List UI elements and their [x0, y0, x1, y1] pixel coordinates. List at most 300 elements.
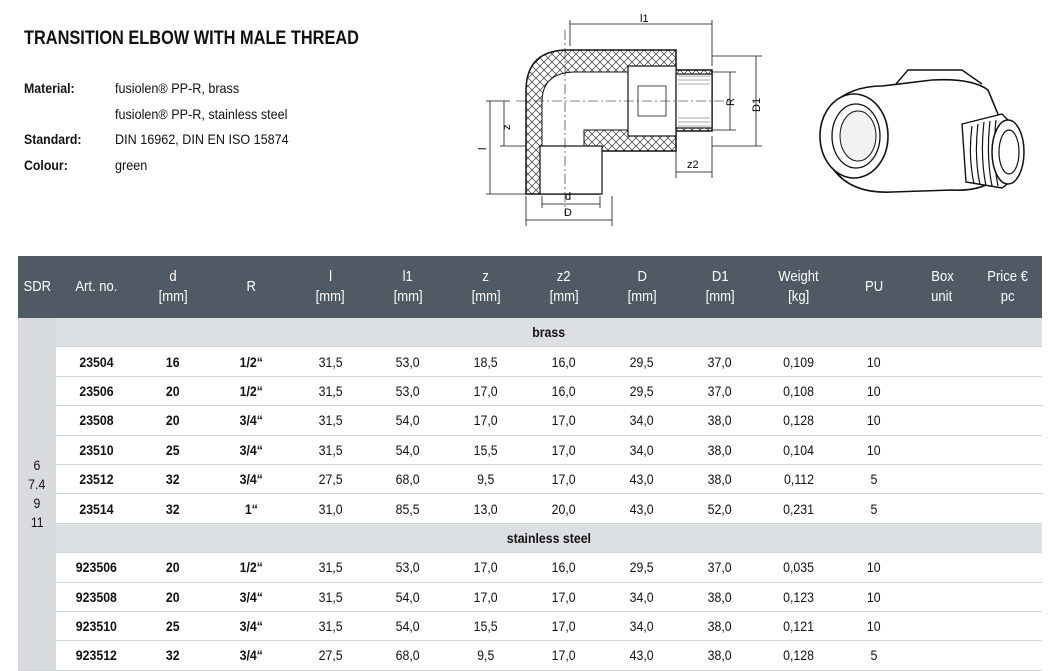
cell-value: 37,0 [708, 353, 732, 370]
table-cell [525, 641, 603, 670]
table-cell [447, 376, 525, 405]
table-cell [136, 435, 210, 464]
table-cell [910, 406, 974, 435]
table-cell [136, 406, 210, 435]
cell-value: 1/2“ [239, 353, 263, 370]
cell-value: 3/4“ [239, 618, 263, 635]
column-header-line2: [kg] [787, 289, 810, 305]
table-cell [369, 582, 447, 611]
cell-value: 18,5 [474, 353, 498, 370]
table-row [18, 464, 1042, 493]
cell-value: 15,5 [474, 618, 498, 635]
table-cell [447, 582, 525, 611]
cell-value: 23508 [78, 412, 114, 429]
column-header-line1: Weight [778, 269, 819, 285]
label-D1: D1 [751, 97, 763, 112]
spec-label: Material: [24, 80, 75, 96]
table-cell [974, 464, 1042, 493]
table-cell [974, 641, 1042, 670]
cell-value: 16,0 [552, 353, 576, 370]
column-header-line2: [mm] [158, 289, 188, 305]
cell-value: 29,5 [630, 353, 654, 370]
cell-value: 923506 [75, 559, 117, 576]
table-row [18, 494, 1042, 523]
article-number-cell [56, 376, 136, 405]
product-illustration [812, 64, 1034, 214]
article-number-cell [56, 582, 136, 611]
table-cell [447, 435, 525, 464]
cell-value: 32 [166, 500, 180, 517]
column-header [974, 256, 1042, 318]
table-cell [838, 347, 910, 376]
cell-value: 38,0 [708, 412, 732, 429]
cell-value: 43,0 [630, 471, 654, 488]
table-cell [681, 347, 759, 376]
cell-value: 31,5 [318, 559, 343, 576]
cell-value: 17,0 [552, 471, 576, 488]
cell-value: 10 [867, 559, 881, 576]
table-cell [292, 641, 369, 670]
table-cell [974, 376, 1042, 405]
table-cell [910, 494, 974, 523]
cell-value: 10 [867, 588, 881, 605]
table-cell [681, 553, 759, 582]
cell-value: 53,0 [396, 353, 420, 370]
column-header-line1: Box [930, 269, 954, 285]
label-d: d [565, 191, 572, 203]
table-cell [681, 494, 759, 523]
column-header-line2: [mm] [549, 289, 579, 305]
table-cell [838, 582, 910, 611]
cell-value: 16,0 [552, 559, 576, 576]
group-name: brass [532, 324, 566, 341]
table-cell [759, 494, 838, 523]
label-l: l [477, 147, 489, 150]
cell-value: 3/4“ [239, 441, 263, 458]
table-cell [974, 435, 1042, 464]
column-header [210, 256, 292, 318]
table-cell [136, 611, 210, 640]
column-header-line1: l [329, 269, 332, 285]
table-cell [974, 347, 1042, 376]
cell-value: 20 [166, 382, 180, 399]
cell-value: 0,108 [783, 382, 814, 399]
table-cell [974, 553, 1042, 582]
table-cell [136, 553, 210, 582]
column-header [56, 256, 136, 318]
table-cell [136, 582, 210, 611]
cell-value: 37,0 [708, 382, 732, 399]
cell-value: 17,0 [552, 588, 576, 605]
table-cell [292, 464, 369, 493]
column-header [525, 256, 603, 318]
table-cell [210, 347, 292, 376]
table-cell [681, 464, 759, 493]
sdr-cell [18, 318, 56, 670]
table-cell [447, 494, 525, 523]
cell-value: 29,5 [630, 382, 654, 399]
cell-value: 3/4“ [239, 588, 263, 605]
column-header [681, 256, 759, 318]
cell-value: 10 [867, 441, 881, 458]
table-cell [447, 406, 525, 435]
table-cell [447, 464, 525, 493]
cell-value: 23514 [78, 500, 114, 517]
cell-value: 16,0 [552, 382, 576, 399]
table-cell [210, 406, 292, 435]
table-row [18, 406, 1042, 435]
table-cell [369, 435, 447, 464]
table-cell [838, 376, 910, 405]
table-cell [974, 494, 1042, 523]
table-cell [210, 553, 292, 582]
cell-value: 15,5 [474, 441, 498, 458]
cell-value: 31,0 [318, 500, 343, 517]
cell-value: 68,0 [396, 647, 420, 664]
spec-value: fusiolen® PP-R, brass [115, 80, 240, 96]
cell-value: 20 [166, 412, 180, 429]
cell-value: 53,0 [396, 382, 420, 399]
article-number-cell [56, 347, 136, 376]
cell-value: 54,0 [396, 618, 420, 635]
table-cell [759, 406, 838, 435]
table-cell [603, 347, 681, 376]
table-cell [447, 641, 525, 670]
cell-value: 27,5 [318, 647, 343, 664]
cell-value: 38,0 [708, 647, 732, 664]
cell-value: 20 [166, 559, 180, 576]
table-cell [838, 435, 910, 464]
label-z: z [501, 124, 513, 130]
table-cell [210, 494, 292, 523]
cell-value: 5 [870, 500, 878, 517]
table-cell [525, 464, 603, 493]
column-header-line1: d [169, 269, 177, 285]
cell-value: 0,121 [783, 618, 814, 635]
table-cell [136, 641, 210, 670]
table-cell [525, 376, 603, 405]
cell-value: 5 [870, 471, 878, 488]
cell-value: 1“ [244, 500, 258, 517]
table-cell [292, 553, 369, 582]
cell-value: 17,0 [552, 647, 576, 664]
cell-value: 43,0 [630, 647, 654, 664]
table-row [18, 347, 1042, 376]
cell-value: 0,128 [783, 647, 814, 664]
table-cell [369, 347, 447, 376]
cell-value: 37,0 [708, 559, 732, 576]
cell-value: 68,0 [396, 471, 420, 488]
cell-value: 923510 [75, 618, 117, 635]
column-header-line1: R [246, 279, 256, 295]
cell-value: 32 [166, 471, 180, 488]
column-header-line1: z2 [557, 269, 571, 285]
cell-value: 1/2“ [239, 382, 263, 399]
table-row [18, 611, 1042, 640]
cell-value: 17,0 [552, 618, 576, 635]
table-cell [759, 553, 838, 582]
table-cell [292, 376, 369, 405]
spec-value: DIN 16962, DIN EN ISO 15874 [115, 131, 289, 147]
cell-value: 3/4“ [239, 412, 263, 429]
table-cell [136, 376, 210, 405]
cell-value: 923508 [75, 588, 117, 605]
column-header-line2: [mm] [705, 289, 735, 305]
cell-value: 31,5 [318, 588, 343, 605]
table-cell [369, 376, 447, 405]
group-header-row [18, 318, 1042, 347]
table-cell [759, 641, 838, 670]
article-number-cell [56, 611, 136, 640]
table-cell [603, 376, 681, 405]
table-cell [525, 435, 603, 464]
table-cell [210, 435, 292, 464]
table-cell [910, 435, 974, 464]
table-cell [447, 553, 525, 582]
table-cell [603, 582, 681, 611]
column-header-line2: [mm] [316, 289, 345, 305]
table-cell [292, 435, 369, 464]
table-row [18, 553, 1042, 582]
cell-value: 34,0 [630, 412, 654, 429]
column-header-line1: D1 [711, 269, 729, 285]
cell-value: 10 [867, 382, 881, 399]
table-cell [681, 582, 759, 611]
table-cell [681, 641, 759, 670]
column-header-line2: [mm] [627, 289, 657, 305]
label-D: D [564, 207, 572, 219]
column-header-line1: PU [864, 279, 884, 295]
cell-value: 27,5 [318, 471, 343, 488]
label-l1: l1 [640, 13, 649, 25]
table-cell [910, 582, 974, 611]
cell-value: 16 [166, 353, 180, 370]
cell-value: 54,0 [396, 412, 420, 429]
table-cell [603, 435, 681, 464]
table-cell [292, 611, 369, 640]
table-cell [525, 347, 603, 376]
table-cell [603, 611, 681, 640]
cell-value: 23506 [78, 382, 114, 399]
column-header-line1: Price € [987, 269, 1029, 285]
table-cell [136, 464, 210, 493]
group-name: stainless steel [506, 529, 592, 546]
spec-value: green [115, 157, 148, 173]
sdr-value: 6 [33, 456, 41, 473]
column-header-line1: D [637, 269, 647, 285]
cell-value: 31,5 [318, 618, 343, 635]
table-cell [759, 435, 838, 464]
cell-value: 23504 [78, 353, 114, 370]
table-cell [447, 347, 525, 376]
column-header [759, 256, 838, 318]
column-header [18, 256, 56, 318]
label-z2: z2 [687, 159, 699, 171]
table-cell [910, 464, 974, 493]
spec-label: Standard: [24, 131, 82, 147]
column-header-line1: SDR [23, 279, 51, 295]
article-number-cell [56, 406, 136, 435]
cell-value: 25 [166, 441, 180, 458]
table-cell [838, 611, 910, 640]
table-cell [525, 494, 603, 523]
table-cell [292, 347, 369, 376]
cell-value: 31,5 [318, 441, 343, 458]
table-cell [759, 376, 838, 405]
table-cell [910, 611, 974, 640]
spec-label: Colour: [24, 157, 68, 173]
cell-value: 38,0 [708, 618, 732, 635]
sdr-value: 11 [30, 513, 44, 530]
cell-value: 1/2“ [239, 559, 263, 576]
label-R: R [725, 98, 737, 106]
table-cell [210, 464, 292, 493]
column-header [838, 256, 910, 318]
article-number-cell [56, 494, 136, 523]
table-cell [910, 641, 974, 670]
table-cell [525, 406, 603, 435]
cell-value: 34,0 [630, 618, 654, 635]
cell-value: 3/4“ [239, 647, 263, 664]
product-table [18, 256, 1042, 671]
table-cell [525, 582, 603, 611]
table-cell [136, 494, 210, 523]
cell-value: 85,5 [396, 500, 420, 517]
cell-value: 31,5 [318, 353, 343, 370]
cell-value: 20,0 [552, 500, 576, 517]
article-number-cell [56, 553, 136, 582]
cell-value: 10 [867, 618, 881, 635]
column-header [910, 256, 974, 318]
technical-drawing [477, 6, 780, 228]
cell-value: 17,0 [474, 559, 498, 576]
column-header [292, 256, 369, 318]
page-title: TRANSITION ELBOW WITH MALE THREAD [24, 28, 359, 49]
group-label [56, 318, 1042, 347]
cell-value: 54,0 [396, 441, 420, 458]
table-cell [910, 347, 974, 376]
cell-value: 23510 [78, 441, 114, 458]
table-cell [910, 553, 974, 582]
cell-value: 17,0 [474, 382, 498, 399]
table-cell [759, 347, 838, 376]
article-number-cell [56, 464, 136, 493]
table-cell [369, 641, 447, 670]
cell-value: 0,112 [783, 471, 814, 488]
column-header [603, 256, 681, 318]
table-cell [210, 641, 292, 670]
cell-value: 17,0 [552, 441, 576, 458]
table-cell [910, 376, 974, 405]
table-cell [369, 406, 447, 435]
cell-value: 9,5 [477, 471, 495, 488]
table-cell [974, 582, 1042, 611]
spec-value: fusiolen® PP-R, stainless steel [115, 106, 288, 122]
cell-value: 34,0 [630, 441, 654, 458]
table-cell [369, 611, 447, 640]
table-cell [838, 406, 910, 435]
article-number-cell [56, 435, 136, 464]
table-cell [369, 553, 447, 582]
table-cell [210, 582, 292, 611]
cell-value: 53,0 [396, 559, 420, 576]
table-cell [759, 464, 838, 493]
table-row [18, 435, 1042, 464]
column-header-line1: l1 [402, 269, 414, 285]
cell-value: 0,109 [783, 353, 814, 370]
cell-value: 17,0 [474, 588, 498, 605]
cell-value: 31,5 [318, 382, 343, 399]
sdr-value: 9 [33, 494, 41, 511]
table-cell [603, 464, 681, 493]
table-cell [292, 494, 369, 523]
table-cell [292, 406, 369, 435]
cell-value: 0,231 [783, 500, 814, 517]
table-cell [681, 376, 759, 405]
cell-value: 0,123 [783, 588, 814, 605]
cell-value: 38,0 [708, 471, 732, 488]
cell-value: 17,0 [474, 412, 498, 429]
table-cell [974, 406, 1042, 435]
table-cell [759, 582, 838, 611]
cell-value: 54,0 [396, 588, 420, 605]
column-header-line2: unit [931, 289, 953, 305]
group-header-row [18, 523, 1042, 552]
table-cell [369, 464, 447, 493]
table-cell [681, 406, 759, 435]
table-cell [525, 553, 603, 582]
table-cell [603, 494, 681, 523]
table-cell [681, 435, 759, 464]
column-header-line2: [mm] [471, 289, 501, 305]
table-cell [603, 406, 681, 435]
table-cell [210, 376, 292, 405]
column-header [369, 256, 447, 318]
table-cell [681, 611, 759, 640]
table-cell [292, 582, 369, 611]
table-cell [838, 494, 910, 523]
cell-value: 32 [166, 647, 180, 664]
cell-value: 0,104 [783, 441, 814, 458]
table-cell [447, 611, 525, 640]
cell-value: 3/4“ [239, 471, 263, 488]
column-header-line1: Art. no. [74, 279, 118, 295]
cell-value: 17,0 [552, 412, 576, 429]
cell-value: 13,0 [474, 500, 498, 517]
column-header [447, 256, 525, 318]
cell-value: 923512 [75, 647, 117, 664]
table-cell [974, 611, 1042, 640]
cell-value: 9,5 [477, 647, 495, 664]
cell-value: 0,035 [783, 559, 814, 576]
table-cell [603, 641, 681, 670]
sdr-value: 7.4 [28, 475, 46, 492]
article-number-cell [56, 641, 136, 670]
table-cell [603, 553, 681, 582]
table-cell [838, 553, 910, 582]
table-cell [838, 464, 910, 493]
cell-value: 5 [870, 647, 878, 664]
cell-value: 10 [867, 353, 881, 370]
table-cell [136, 347, 210, 376]
column-header-line2: pc [1001, 289, 1015, 305]
cell-value: 43,0 [630, 500, 654, 517]
column-header-line1: z [482, 269, 490, 285]
cell-value: 31,5 [318, 412, 343, 429]
table-row [18, 582, 1042, 611]
cell-value: 29,5 [630, 559, 654, 576]
cell-value: 34,0 [630, 588, 654, 605]
